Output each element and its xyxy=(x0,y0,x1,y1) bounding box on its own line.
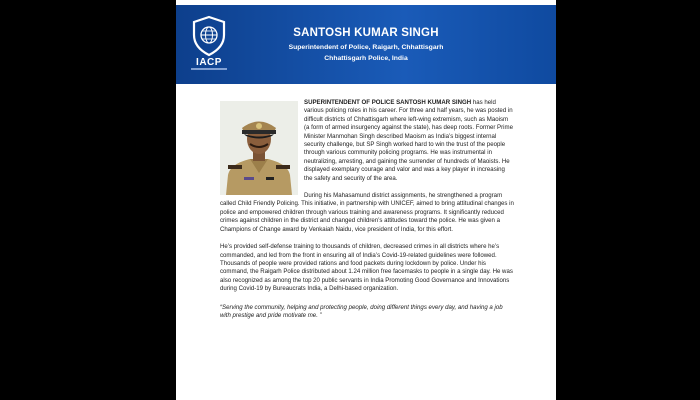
bio-quote: “Serving the community, helping and protecting people, doing different things every day, and having a job with prestige and pride motivate me. ” xyxy=(220,303,503,319)
bio-paragraph-1 xyxy=(220,99,515,183)
bio-paragraph-3: He’s provided self-defense training to thousands of children, decreased crimes in all districts where he’s commanded, and led from the front in ensuring all of India’s Covid-19-related guidelines were followed. Thousands of people were provided rations and food packets during lockdown by police. Under his command, the Raigarh Police distributed about 1.24 million free facemasks to people in a single day. He was also recognized as among the top 20 public servants in India Promoting Good Governance and Innovations during Covid-19 by Bureaucrats India, a Delhi-based organization. xyxy=(220,243,513,293)
bio-paragraph-1-text: has held various policing roles in his career. For three and half years, he was posted in difficult districts of Chhattisgarh where left-wing extremism, such as Maoism (a form of armed insurgency against the state), has deep roots. Former Prime Minister Manmohan Singh described Maoism as India’s biggest internal security challenge, but SP Singh worked hard to win the trust of the people through various community policing programs. He was instrumental in neutralizing, arresting, and gaining the surrender of hundreds of Maoists. He displayed exemplary courage and valor and was a key player in increasing the safety and security of the area. xyxy=(304,99,513,182)
profile-name: SANTOSH KUMAR SINGH xyxy=(293,27,439,39)
logo-text: IACP xyxy=(196,57,222,68)
biography xyxy=(220,99,515,320)
profile-organization: Chhattisgarh Police, India xyxy=(324,55,408,62)
profile-page xyxy=(176,0,556,400)
shield-globe-icon xyxy=(191,15,227,59)
bio-paragraph-2: During his Mahasamund district assignments, he strengthened a program called Child Friendly Policing. This initiative, in partnership with UNICEF, aimed to bring attitudinal changes in police and empowered children through various training and awareness programs. It significantly reduced crimes against children in the district and changed children’s attitudes toward the police. He was given a Champions of Change award by Venkaiah Naidu, vice president of India, for this effort. xyxy=(220,192,514,233)
profile-title: Superintendent of Police, Raigarh, Chhattisgarh xyxy=(288,44,444,51)
logo-underline xyxy=(191,68,227,70)
bio-lead: SUPERINTENDENT OF POLICE SANTOSH KUMAR SINGH xyxy=(304,99,472,106)
header-banner xyxy=(176,5,556,84)
iacp-logo xyxy=(191,15,227,73)
